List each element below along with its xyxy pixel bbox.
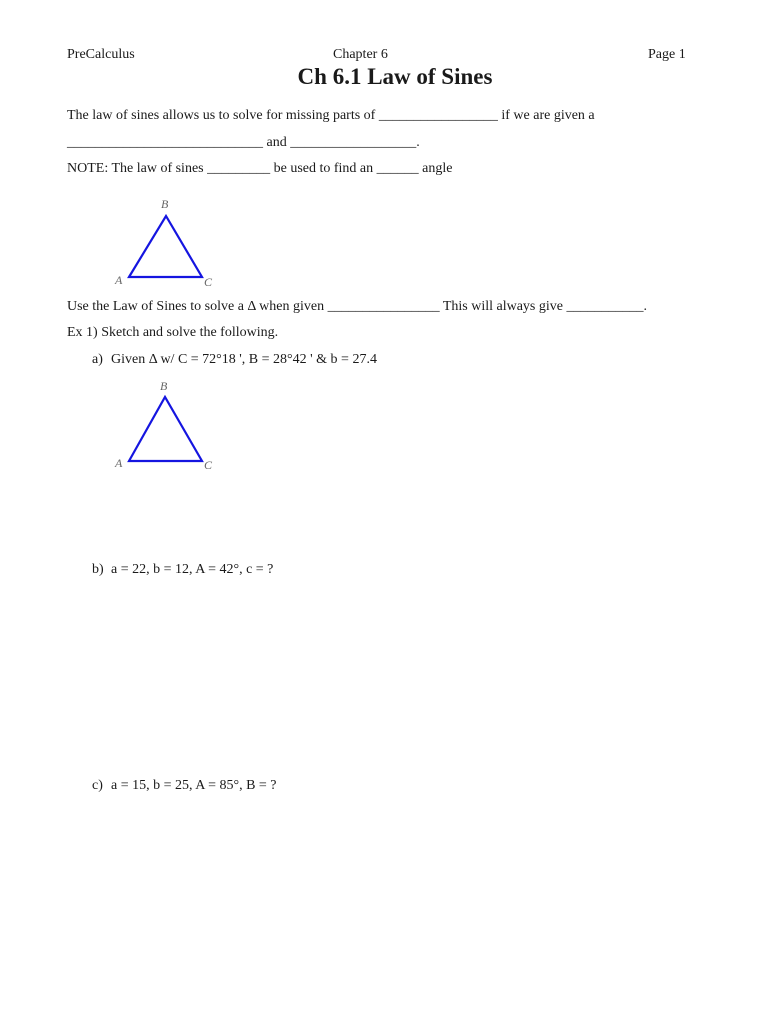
part-b-text: a = 22, b = 12, A = 42°, c = ?	[111, 562, 274, 577]
vertex-label-c: C	[204, 275, 213, 289]
note-line: NOTE: The law of sines _________ be used to find an ______ angle	[67, 161, 453, 176]
part-a-label: a)	[92, 352, 103, 367]
intro-line-1: The law of sines allows us to solve for missing parts of _________________ if we are given a	[67, 108, 595, 123]
chapter-label: Chapter 6	[333, 47, 388, 62]
vertex-label-b: B	[160, 379, 168, 393]
course-name: PreCalculus	[67, 47, 135, 62]
page-number: Page 1	[648, 47, 686, 62]
triangle-shape	[129, 397, 202, 461]
triangle-shape	[129, 216, 202, 277]
intro-line-2: ____________________________ and __________________.	[67, 135, 420, 150]
vertex-label-a: A	[115, 273, 123, 287]
part-a-text: Given Δ w/ C = 72°18 ', B = 28°42 ' & b = 27.4	[111, 352, 377, 367]
page-title: Ch 6.1 Law of Sines	[297, 64, 493, 89]
vertex-label-a: A	[115, 456, 123, 470]
triangle-diagram-1	[110, 195, 220, 290]
part-b-label: b)	[92, 562, 104, 577]
vertex-label-c: C	[204, 458, 213, 472]
part-c-label: c)	[92, 778, 103, 793]
example-heading: Ex 1) Sketch and solve the following.	[67, 325, 279, 340]
vertex-label-b: B	[161, 197, 169, 211]
part-c-text: a = 15, b = 25, A = 85°, B = ?	[111, 778, 277, 793]
use-law-line: Use the Law of Sines to solve a Δ when given ________________ This will always give ___________.	[67, 299, 647, 314]
triangle-diagram-2	[110, 378, 220, 473]
